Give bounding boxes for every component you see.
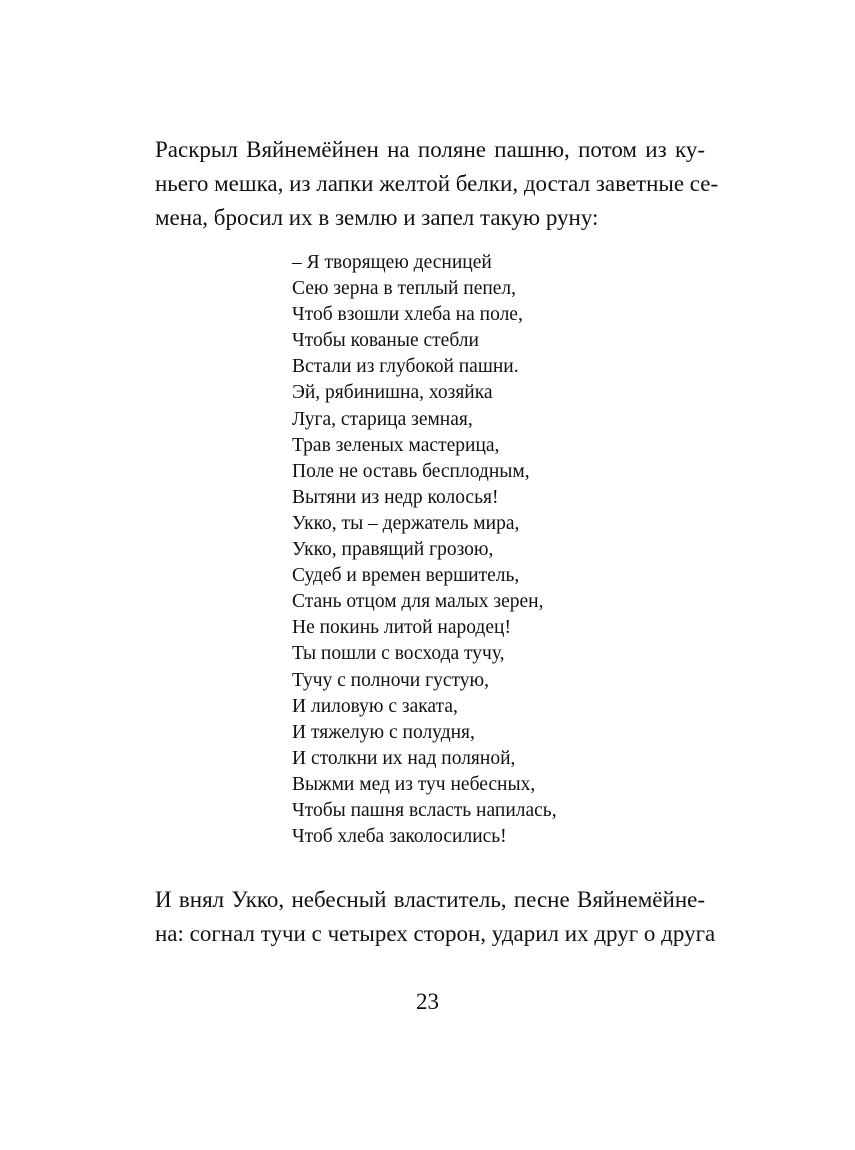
prose-paragraph-continuation <box>155 883 716 951</box>
verse-line: Чтобы кованые стебли <box>292 330 479 352</box>
verse-line: Укко, ты – держатель мира, <box>292 512 520 534</box>
verse-line: Не покинь литой народец! <box>292 617 511 639</box>
verse-line: Сею зерна в теплый пепел, <box>292 278 517 300</box>
text-line: И внял Укко, небесный властитель, песне Вяйнемёйне- <box>155 887 705 912</box>
verse-line: Трав зеленых мастерица, <box>292 434 500 456</box>
verse-line: Эй, рябинишна, хозяйка <box>292 382 493 404</box>
verse-line: Чтоб взошли хлеба на поле, <box>292 304 523 326</box>
text-line: мена, бросил их в землю и запел такую руну: <box>155 205 599 230</box>
verse-line: – Я творящею десницей <box>292 252 492 273</box>
verse-line: И тяжелую с полудня, <box>292 721 475 743</box>
text-line: на: согнал тучи с четырех сторон, ударил их друг о друга <box>155 921 716 946</box>
verse-line: Выжми мед из туч небесных, <box>292 773 536 795</box>
verse-line: Судеб и времен вершитель, <box>292 565 520 587</box>
verse-line: И лиловую с заката, <box>292 695 458 717</box>
text-line: Раскрыл Вяйнемёйнен на поляне пашню, потом из ку- <box>155 137 705 162</box>
verse-line: Стань отцом для малых зерен, <box>292 591 544 613</box>
prose-paragraph-intro <box>155 133 719 235</box>
verse-line: И столкни их над поляной, <box>292 747 516 769</box>
text-line: ньего мешка, из лапки желтой белки, достал заветные се- <box>155 171 719 196</box>
verse-line: Тучу с полночи густую, <box>292 669 489 691</box>
verse-line: Ты пошли с восхода тучу, <box>292 643 505 665</box>
verse-line: Луга, старица земная, <box>292 408 473 430</box>
page-number: 23 <box>416 989 439 1014</box>
verse-line: Вытяни из недр колосья! <box>292 486 499 508</box>
verse-line: Укко, правящий грозою, <box>292 539 494 561</box>
verse-line: Встали из глубокой пашни. <box>292 356 519 378</box>
verse-line: Чтоб хлеба заколосились! <box>292 826 507 848</box>
verse-rune <box>292 250 612 850</box>
verse-line: Чтобы пашня всласть напилась, <box>292 799 557 821</box>
verse-line: Поле не оставь бесплодным, <box>292 460 530 482</box>
